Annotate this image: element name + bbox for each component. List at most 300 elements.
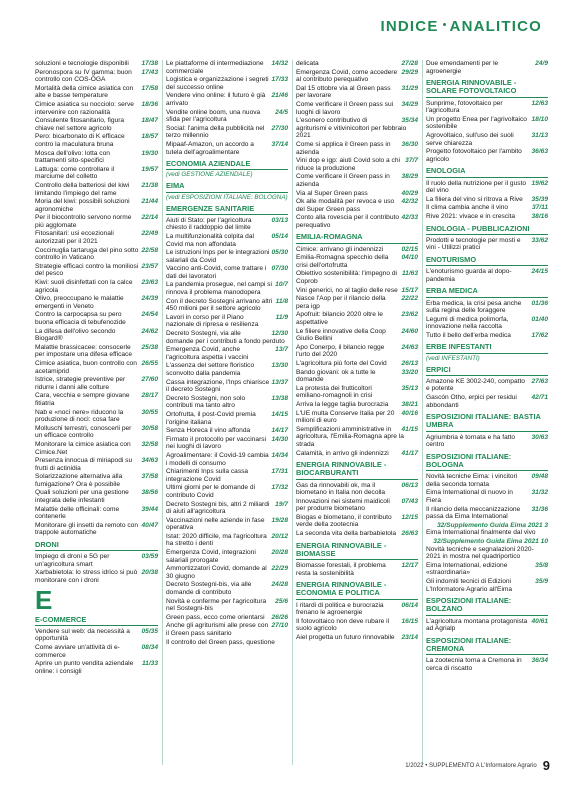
entry-title: Il ruolo della nutrizione per il gusto del vino — [426, 179, 527, 195]
entry-title: Emergenza Covid, come accedere al contributo perequativo — [296, 68, 398, 84]
index-entry — [166, 330, 288, 345]
index-entry — [35, 506, 158, 521]
index-entry — [35, 344, 158, 359]
entry-reference: 37/7 — [405, 157, 418, 165]
entry-reference: 26/55 — [141, 359, 158, 367]
entry-reference: 22/58 — [141, 246, 158, 254]
entry-reference: 19/30 — [141, 149, 158, 157]
entry-title: Con il decreto Sostegni arrivano altri 450 milioni per il settore agricolo — [166, 297, 273, 313]
entry-title: Lavori in corso per il Piano nazionale di ripresa e resilienza — [166, 313, 259, 329]
entry-reference: 17/32 — [271, 484, 288, 492]
see-also-note: (vedi ESPOSIZIONI ITALIANE: BOLOGNA) — [166, 193, 288, 201]
entry-title: Vendere vino online: il futuro è già arrivato — [166, 92, 266, 107]
title-part1: INDICE — [380, 18, 439, 35]
entry-title: Due emendamenti per le agroenergie — [426, 60, 499, 75]
entry-reference: 27/60 — [141, 376, 158, 384]
index-entry — [166, 533, 288, 548]
entry-reference: 17/31 — [271, 468, 288, 476]
index-entry — [35, 409, 158, 424]
entry-title: Gascón Otho, erpici per residui abbondanti — [426, 394, 517, 409]
title-part2: ANALITICO — [449, 18, 542, 35]
section-heading: ENERGIA RINNOVABILE - SOLARE FOTOVOLTAICO — [426, 79, 548, 97]
entry-reference: 09/48 — [531, 473, 548, 481]
entry-reference: 21/44 — [141, 198, 158, 206]
entry-reference: 41/15 — [401, 425, 418, 433]
index-entry — [296, 101, 418, 116]
index-entry — [426, 204, 548, 212]
entry-title: Solarizzazione alternativa alla fumigazione? Ora è possibile — [35, 473, 123, 488]
entry-reference: 24/60 — [401, 327, 418, 335]
index-entry — [35, 425, 158, 440]
entry-title: La multifunzionalità colpita dal Covid ma non affondata — [166, 232, 254, 248]
page-footer — [405, 758, 550, 773]
entry-reference: 05/30 — [271, 249, 288, 257]
entry-title: La zootecnia torna a Cremona in cerca di riscatto — [426, 657, 522, 672]
entry-reference: 23/57 — [141, 262, 158, 270]
entry-title: Biogas e biometano, il contributo verde della zootecnia — [296, 513, 392, 529]
entry-reference: 06/13 — [401, 481, 418, 489]
entry-title: Eima International finalmente dal vivo — [426, 529, 536, 537]
index-entry — [35, 182, 158, 197]
entry-title: Conto alla rovescia per il contributo perequativo — [296, 214, 399, 229]
index-entry — [426, 618, 548, 633]
entry-title: Monitorare gli insetti da remoto con trappole automatiche — [35, 521, 138, 537]
entry-title: Sunprime, fotovoltaico per l'agricoltura — [426, 99, 503, 115]
entry-reference: 24/9 — [535, 60, 548, 67]
section-heading: EMILIA-ROMAGNA — [296, 233, 418, 243]
entry-reference: 27/63 — [531, 377, 548, 385]
entry-reference: 17/62 — [531, 331, 548, 339]
index-entry — [296, 190, 418, 198]
entry-reference: 03/59 — [141, 553, 158, 561]
index-entry — [296, 401, 418, 409]
entry-title: Vaccinazioni nelle aziende in fase operativa — [166, 516, 265, 532]
index-entry — [166, 436, 288, 451]
entry-reference: 35/9 — [535, 577, 548, 585]
entry-reference: 31/13 — [531, 131, 548, 139]
index-entry — [35, 60, 158, 68]
entry-title: Progetto fotovoltaico per l'ambito agricolo — [426, 148, 522, 163]
entry-reference: 32/Supplemento Guida Eima 2021 3 — [436, 521, 548, 529]
entry-reference: 18/10 — [531, 115, 548, 123]
entry-reference: 37/58 — [141, 473, 158, 481]
index-entry — [166, 109, 288, 124]
index-entry — [296, 562, 418, 577]
index-entry — [426, 300, 548, 315]
entry-reference: 37/14 — [271, 140, 288, 148]
entry-title: Erba medica, la crisi pesa anche sulla regina delle foraggere — [426, 299, 522, 315]
entry-reference: 32/58 — [141, 440, 158, 448]
entry-title: Molluschi terrestri, conoscerli per un efficace controllo — [35, 424, 132, 440]
index-entry — [35, 247, 158, 262]
entry-title: Vendite online boom, una nuova sfida per l'agricoltura — [166, 108, 261, 124]
index-entry — [296, 270, 418, 285]
index-entry — [166, 565, 288, 580]
entry-reference: 15/17 — [401, 286, 418, 294]
entry-reference: 10/7 — [275, 281, 288, 289]
index-column-3 — [292, 60, 422, 765]
see-also-note: (vedi INFESTANTI) — [426, 354, 480, 362]
entry-reference: 19/57 — [141, 165, 158, 173]
entry-title: Gas da rinnovabili ok, ma il biometano in Italia non decolla — [296, 481, 386, 497]
entry-reference: 40/16 — [401, 409, 418, 417]
footer-text: 1/2022 • SUPPLEMENTO A L'Informatore Agrario — [405, 763, 537, 770]
index-entry — [166, 233, 288, 248]
index-entry — [296, 214, 418, 229]
entry-reference: 18/36 — [141, 100, 158, 108]
entry-title: L'agricoltura montana protagonista ad Agrialp — [426, 617, 528, 633]
entry-reference: 13/30 — [271, 362, 288, 370]
entry-reference: 40/29 — [401, 189, 418, 197]
entry-reference: 13/37 — [271, 378, 288, 386]
entry-title: Obiettivo sostenibilità: l'impegno di Coprob — [296, 270, 397, 286]
entry-reference: 23/63 — [141, 279, 158, 287]
entry-title: Pero: bicarbonato di K efficace contro la maculatura bruna — [35, 133, 125, 148]
index-entry — [35, 198, 158, 213]
entry-title: Anche gli agriturismi alle prese con il Green pass sanitario — [166, 622, 269, 638]
index-entry — [426, 100, 548, 115]
entry-reference: 03/13 — [271, 216, 288, 224]
index-entry — [426, 522, 548, 537]
index-entry — [426, 506, 548, 521]
index-entry — [426, 538, 548, 561]
entry-title: Aiel progetta un futuro rinnovabile — [296, 634, 395, 642]
entry-title: Moria del kiwi: possibili soluzioni agronomiche — [35, 198, 130, 213]
index-entry — [296, 344, 418, 359]
entry-reference: 38/16 — [531, 212, 548, 220]
index-entry — [426, 213, 548, 221]
index-entry — [296, 482, 418, 497]
entry-reference: 21/38 — [141, 181, 158, 189]
entry-title: La protesta dei frutticoltori emiliano-romagnoli in crisi — [296, 384, 373, 400]
entry-title: Il rilancio della meccanizzazione passa da Eima International — [426, 505, 521, 521]
index-entry — [35, 295, 158, 310]
entry-title: Novità e conferme per l'agricoltura nel Sostegni-bis — [166, 597, 267, 613]
index-column-2 — [162, 60, 292, 765]
entry-title: I ritardi di politica e burocrazia frenano le agroenergie — [296, 601, 384, 617]
entry-title: Istrice, strategie preventive per ridurre i danni alle colture — [35, 376, 126, 391]
entry-title: Quali soluzioni per una gestione integrata delle infestanti — [35, 489, 129, 505]
index-letter: E — [35, 584, 53, 615]
entry-reference: 36/63 — [531, 148, 548, 156]
entry-reference: 28/17 — [141, 392, 158, 400]
entry-title: Prodotti e tecnologie per mosti e vini - Utilizzi pratici — [426, 236, 521, 252]
entry-title: delicata — [296, 60, 319, 67]
index-entry — [426, 489, 548, 504]
entry-title: Mortalità della cimice asiatica con alte e basse temperature — [35, 84, 134, 100]
section-heading: ESPOSIZIONI ITALIANE: BOLZANO — [426, 597, 548, 615]
section-heading: DRONI — [35, 541, 158, 551]
entry-title: Consulente fitosanitario, figura chiave nel settore agricolo — [35, 117, 125, 132]
entry-reference: 24/63 — [401, 343, 418, 351]
entry-reference: 24/62 — [141, 327, 158, 335]
index-entry — [166, 598, 288, 613]
index-entry — [35, 85, 158, 100]
entry-reference: 12/15 — [401, 513, 418, 521]
index-entry — [296, 141, 418, 156]
entry-title: Eima International di nuovo in Fiera — [426, 489, 513, 505]
entry-title: Istat: 2020 difficile, ma l'agricoltura ha stretto i denti — [166, 532, 267, 548]
index-entry — [426, 148, 548, 163]
entry-title: Firmato il protocollo per vaccinarsi nei luoghi di lavoro — [166, 435, 267, 451]
header — [0, 0, 580, 48]
entry-reference: 20/28 — [271, 549, 288, 557]
entry-reference: 19/7 — [275, 500, 288, 508]
index-entry — [166, 265, 288, 280]
index-entry — [166, 92, 288, 107]
entry-reference: 23/14 — [401, 634, 418, 642]
section-heading: EMERGENZE SANITARIE — [166, 205, 288, 215]
entry-title: Vini dop e igp: aiuti Covid solo a chi riduce la produzione — [296, 157, 400, 172]
entry-reference: 12/17 — [401, 562, 418, 570]
index-entry — [35, 150, 158, 165]
index-entry — [35, 101, 158, 116]
index-entry — [296, 295, 418, 310]
entry-reference: 38/29 — [401, 173, 418, 181]
entry-reference: 07/43 — [401, 497, 418, 505]
entry-reference: 35/39 — [531, 195, 548, 203]
entry-reference: 07/30 — [271, 265, 288, 273]
entry-title: Decreto Sostegni, via alle domande per i contributi a fondo perduto — [166, 330, 285, 345]
entry-title: Come verificare il Green pass sui luoghi di lavoro — [296, 100, 394, 116]
entry-title: Il fotovoltaico non deve rubare il suolo agricolo — [296, 617, 390, 633]
entry-title: Fitosanitari: usi eccezionali autorizzati per il 2021 — [35, 230, 114, 246]
entry-reference: 05/35 — [141, 627, 158, 635]
entry-reference: 30/58 — [141, 424, 158, 432]
index-entry — [35, 628, 158, 643]
entry-title: L'agricoltura più forte del Covid — [296, 359, 387, 367]
entry-reference: 38/21 — [401, 400, 418, 408]
index-entry — [35, 279, 158, 294]
index-entry — [166, 468, 288, 483]
index-entry — [35, 569, 158, 584]
index-entry — [426, 562, 548, 577]
entry-title: L'UE multa Conserve Italia per 20 milioni di euro — [296, 409, 395, 425]
entry-title: Agroalimentare: il Covid-19 cambia i modelli di consumo — [166, 451, 269, 467]
index-entry — [296, 173, 418, 188]
entry-title: Strategie efficaci contro la moniliosi del pesco — [35, 262, 139, 278]
entry-title: Via al Super Green pass — [296, 189, 368, 197]
entry-title: Un progetto Enea per l'agrivoltaico sostenibile — [426, 115, 527, 131]
entry-title: Semplificazioni amministrative in agricoltura, l'Emilia-Romagna apre la strada — [296, 425, 404, 448]
index-entry — [35, 263, 158, 278]
index-entry — [296, 514, 418, 529]
entry-title: Vaccino anti-Covid, come trattare i dati dei lavoratori — [166, 265, 267, 280]
entry-reference: 31/32 — [531, 489, 548, 497]
entry-title: Apofruit: bilancio 2020 oltre le aspettative — [296, 311, 383, 327]
section-heading: ERPICI — [426, 366, 548, 376]
index-entry — [296, 85, 418, 100]
entry-title: Come avviare un'attività di e-commerce — [35, 644, 120, 659]
entry-title: Decreto Sostegni-bis, via alle domande di contributo — [166, 581, 252, 597]
entry-reference: 12/30 — [271, 330, 288, 338]
index-entry — [426, 657, 548, 672]
index-entry — [166, 395, 288, 410]
entry-reference: 26/63 — [401, 530, 418, 538]
entry-reference: 34/29 — [401, 100, 418, 108]
index-entry — [166, 346, 288, 361]
entry-reference: 21/46 — [271, 92, 288, 100]
entry-reference: 33/20 — [401, 368, 418, 376]
section-heading: ESPOSIZIONI ITALIANE: BOLOGNA — [426, 453, 548, 471]
index-entry — [296, 60, 418, 68]
entry-title: Monitorare la cimice asiatica con Cimice.Net — [35, 440, 131, 456]
entry-title: Emergenza Covid, integrazioni salariali prorogate — [166, 549, 256, 564]
entry-reference: 39/44 — [141, 505, 158, 513]
index-column-1 — [32, 60, 162, 765]
index-entry — [35, 230, 158, 245]
entry-title: Mipaaf-Amazon, un accordo a tutela dell'agroalimentare — [166, 140, 254, 156]
entry-reference: 35/8 — [535, 561, 548, 569]
entry-title: Arriva la legge taglia burocrazia — [296, 400, 389, 408]
index-entry — [296, 246, 418, 254]
entry-title: Cara, vecchia e sempre giovane fitiatria — [35, 392, 130, 407]
entry-title: Ammortizzatori Covid, domande al 30 giugno — [166, 565, 267, 580]
entry-reference: 42/33 — [401, 214, 418, 222]
entry-reference: 42/71 — [531, 394, 548, 402]
entry-title: Controllo della batteriosi del kiwi limitando l'impiego del rame — [35, 181, 130, 197]
entry-title: La pandemia prosegue, nel campi si rinnova il problema manodopera — [166, 281, 272, 297]
entry-title: Lattuga: come controllare il marciume del colletto — [35, 165, 115, 181]
entry-title: La seconda vita della barbabietola — [296, 530, 397, 538]
entry-reference: 29/29 — [401, 68, 418, 76]
entry-reference: 18/47 — [141, 117, 158, 125]
entry-reference: 30/63 — [531, 433, 548, 441]
entry-title: Nasce l'Aop per il rilancio della pera igp — [296, 295, 386, 310]
entry-reference: 22/14 — [141, 214, 158, 222]
entry-reference: 41/17 — [401, 449, 418, 457]
entry-reference: 12/63 — [531, 99, 548, 107]
entry-title: Cassa integrazione, l'Inps chiarisce il decreto Sostegni — [166, 378, 270, 394]
entry-reference: 02/15 — [401, 245, 418, 253]
entry-title: Aiuti di Stato: per l'agricoltura chiesto il raddoppio del limite — [166, 216, 252, 232]
entry-reference: 40/47 — [141, 521, 158, 529]
entry-reference: 35/13 — [401, 384, 418, 392]
entry-reference: 14/15 — [271, 410, 288, 418]
entry-reference: 06/14 — [401, 601, 418, 609]
index-entry — [166, 427, 288, 435]
section-heading: ESPOSIZIONI ITALIANE: BASTIA UMBRA — [426, 413, 548, 431]
entry-title: Le piattaforme di intermediazione commerciale — [166, 60, 264, 75]
entry-title: Come verificare il Green pass in azienda — [296, 173, 390, 188]
entry-title: soluzioni e tecnologie disponibili — [35, 60, 129, 67]
entry-title: L'assenza del settore floristico sconvolto dalla pandemia — [166, 362, 255, 378]
index-entry — [35, 660, 158, 675]
index-entry — [166, 484, 288, 499]
index-entry — [166, 281, 288, 296]
entry-reference: 18/57 — [141, 133, 158, 141]
entry-title: Agriumbria è tornata e ha fatto centro — [426, 433, 516, 449]
entry-title: Bando giovani: ok a tutte le domande — [296, 368, 376, 384]
index-entry — [296, 385, 418, 400]
entry-reference: 17/33 — [271, 76, 288, 84]
entry-title: Ok alle modalità per revoca e uso del Super Green pass — [296, 198, 395, 213]
index-entry — [426, 434, 548, 449]
index-entry — [35, 117, 158, 132]
index-columns — [32, 60, 552, 765]
entry-title: Per il biocontrollo servono norme più agglomate — [35, 214, 132, 229]
index-entry — [296, 530, 418, 538]
entry-reference: 24/28 — [271, 581, 288, 589]
entry-reference: 24/54 — [141, 311, 158, 319]
section-heading: ECONOMIA AZIENDALE — [166, 160, 288, 170]
index-entry — [35, 553, 158, 568]
entry-title: Malattie delle officinali: come contenerle — [35, 505, 120, 521]
index-entry — [35, 69, 158, 84]
entry-title: L'enoturismo guarda al dopo-pandemia — [426, 268, 512, 283]
index-entry — [166, 298, 288, 313]
entry-title: Agrovoltaico, sull'uso dei suoli serve chiarezza — [426, 131, 514, 147]
entry-reference: 27/30 — [271, 124, 288, 132]
entry-title: Aprire un punto vendita aziendale online: i consigli — [35, 660, 134, 675]
index-entry — [166, 411, 288, 426]
index-entry — [426, 132, 548, 147]
index-entry — [166, 125, 288, 140]
entry-reference: 27/28 — [401, 60, 418, 67]
entry-reference: 14/34 — [271, 451, 288, 459]
section-heading: ERBE INFESTANTI — [426, 343, 548, 353]
entry-reference: 16/15 — [401, 617, 418, 625]
section-heading: E-COMMERCE — [35, 616, 158, 626]
section-heading: ESPOSIZIONI ITALIANE: CREMONA — [426, 637, 548, 655]
entry-reference: 24/15 — [531, 268, 548, 276]
entry-title: Mosca dell'olivo: lotta con trattamenti sito-specifici — [35, 149, 110, 165]
entry-reference: 31/36 — [531, 505, 548, 513]
entry-reference: 26/13 — [401, 359, 418, 367]
entry-title: Decreto Sostegni bis, altri 2 miliardi di aiuti all'agricoltura — [166, 500, 270, 516]
entry-reference: 36/34 — [531, 657, 548, 665]
index-column-4 — [422, 60, 552, 765]
entry-reference: 26/26 — [271, 613, 288, 621]
entry-title: Cimice asiatica, buon controllo con acetamiprid — [35, 359, 137, 375]
entry-reference: 25/6 — [275, 597, 288, 605]
index-entry — [35, 392, 158, 407]
entry-reference: 01/36 — [531, 299, 548, 307]
entry-reference: 14/32 — [271, 60, 288, 67]
entry-title: Olivo, preoccupano le malattie emergenti in Veneto — [35, 295, 124, 310]
index-entry — [296, 634, 418, 642]
entry-title: Vini generici, no al taglio delle rese — [296, 286, 398, 294]
entry-title: Le filiere innovative della Coop Giulio Bellini — [296, 327, 386, 343]
index-entry — [166, 622, 288, 637]
entry-reference: 24/39 — [141, 295, 158, 303]
entry-title: Impiego di droni e 5G per un'agricoltura smart — [35, 553, 110, 568]
index-entry — [35, 133, 158, 148]
entry-title: Gli indomiti tecnici di Edizioni L'Informatore Agrario all'Eima — [426, 577, 513, 593]
index-entry — [426, 237, 548, 252]
index-entry — [296, 254, 418, 269]
index-entry — [35, 328, 158, 343]
index-entry — [426, 473, 548, 488]
see-also-note: (vedi GESTIONE AZIENDALE) — [166, 171, 253, 179]
index-entry — [35, 644, 158, 659]
entry-title: Innovazioni nei sistemi maidicoli per produrre biometano — [296, 497, 390, 513]
entry-reference: 17/38 — [141, 60, 158, 67]
index-entry — [296, 117, 418, 140]
entry-title: Nab e «nocì nere» riducono la produzione di nocì: cosa fare — [35, 408, 124, 424]
section-heading: ENERGIA RINNOVABILE - BIOCARBURANTI — [296, 461, 418, 479]
index-entry — [296, 450, 418, 458]
entry-reference: 34/63 — [141, 457, 158, 465]
index-entry — [296, 287, 418, 295]
entry-title: La difesa dell'olivo secondo Biogard® — [35, 327, 116, 343]
entry-title: Peronospora su IV gamma: buon controllo con COS-OGA — [35, 68, 132, 84]
section-heading: EIMA — [166, 182, 288, 192]
section-heading: ENERGIA RINNOVABILE - ECONOMIA E POLITICA — [296, 581, 418, 599]
index-entry — [296, 69, 418, 84]
index-entry — [426, 268, 548, 283]
section-heading: ENOLOGIA — [426, 167, 548, 177]
